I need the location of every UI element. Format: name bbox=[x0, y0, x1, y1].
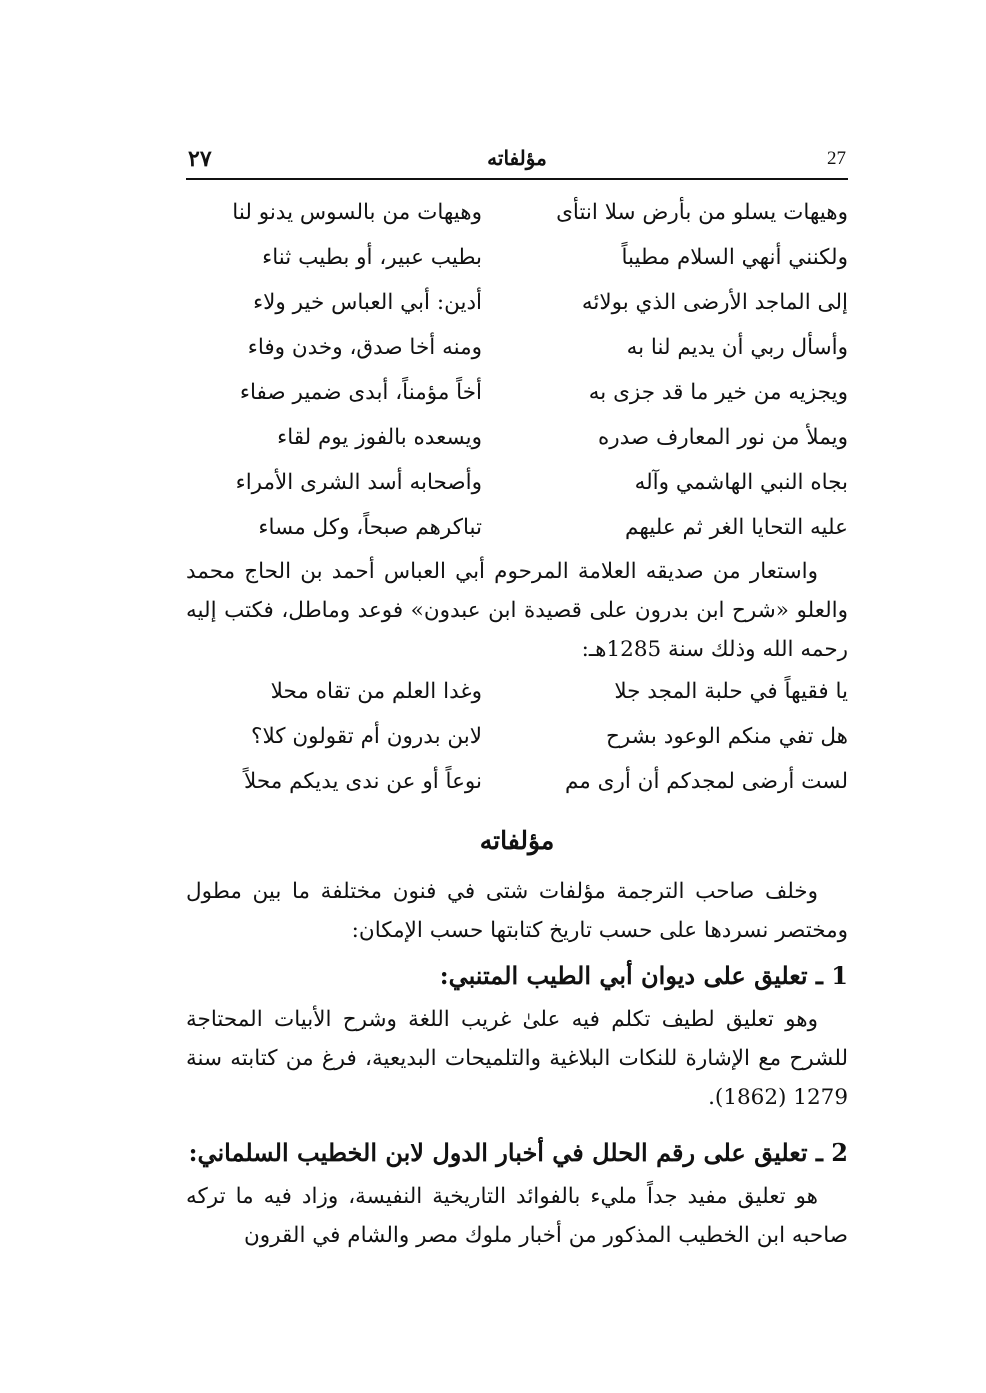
section-title: مؤلفاته bbox=[479, 826, 555, 855]
verse-line bbox=[186, 280, 848, 325]
verse-line bbox=[186, 370, 848, 415]
intro-text: واستعار من صديقه العلامة المرحوم أبي العباس أحمد بن الحاج محمد والعلو «شرح ابن بدرون على قصيدة ابن عبدون» فوعد وماطل، فكتب إليه رحمه الله وذلك سنة 1285هـ: bbox=[186, 559, 848, 662]
first-hemistich: بجاه النبي الهاشمي وآله bbox=[634, 470, 848, 495]
item1-title: 1 ـ تعليق على ديوان أبي الطيب المتنبي: bbox=[439, 961, 848, 990]
verse-line bbox=[186, 669, 848, 714]
second-hemistich: وهيهات من بالسوس يدنو لنا bbox=[232, 200, 482, 225]
second-hemistich: لابن بدرون أم تقولون كلا؟ bbox=[251, 724, 482, 749]
first-hemistich: لست أرضى لمجدكم أن أرى مم bbox=[564, 769, 848, 794]
verse-line bbox=[186, 235, 848, 280]
first-hemistich: ويجزيه من خير ما قد جزى به bbox=[588, 380, 848, 405]
first-hemistich: هل تفي منكم الوعود بشرح bbox=[606, 724, 848, 749]
item1-paragraph bbox=[186, 1000, 848, 1117]
page-number-arabic: ٢٧ bbox=[188, 146, 212, 172]
item2-text: هو تعليق مفيد جداً مليء بالفوائد التاريخية النفيسة، وزاد فيه ما تركه صاحبه ابن الخطيب المذكور من أخبار ملوك مصر والشام في القرون bbox=[186, 1184, 848, 1248]
second-hemistich: نوعاً أو عن ندى يديكم محلاً bbox=[244, 769, 482, 794]
page-number-latin: 27 bbox=[827, 148, 846, 169]
second-hemistich: وغدا العلم من تقاه محلا bbox=[270, 679, 482, 704]
second-hemistich: أدين: أبي العباس خير ولاء bbox=[253, 290, 482, 315]
verse-line bbox=[186, 190, 848, 235]
item1-text: وهو تعليق لطيف تكلم فيه علىٰ غريب اللغة وشرح الأبيات المحتاجة للشرح مع الإشارة للنكات البلاغية والتلميحات البديعية، فرغ من كتابته سنة 1279 (1862). bbox=[186, 1007, 848, 1110]
poem-a bbox=[186, 190, 848, 550]
verse-line bbox=[186, 325, 848, 370]
second-hemistich: ويسعده بالفوز يوم لقاء bbox=[277, 425, 482, 450]
first-hemistich: يا فقيهاً في حلبة المجد جلا bbox=[614, 679, 848, 704]
item2-title: 2 ـ تعليق على رقم الحلل في أخبار الدول لابن الخطيب السلماني: bbox=[188, 1138, 848, 1167]
second-hemistich: وأصحابه أسد الشرى الأمراء bbox=[235, 470, 482, 495]
second-hemistich: ومنه أخا صدق، وخدن وفاء bbox=[247, 335, 482, 360]
poem-b bbox=[186, 669, 848, 804]
first-hemistich: عليه التحايا الغر ثم عليهم bbox=[625, 515, 848, 540]
first-hemistich: وهيهات يسلو من بأرض سلا انتأى bbox=[556, 200, 848, 225]
intro-paragraph bbox=[186, 552, 848, 669]
running-title: مؤلفاته bbox=[487, 146, 547, 170]
item2-paragraph bbox=[186, 1177, 848, 1255]
second-hemistich: تباكرهم صبحاً، وكل مساء bbox=[258, 515, 482, 540]
section-intro-text: وخلف صاحب الترجمة مؤلفات شتى في فنون مختلفة ما بين مطول ومختصر نسردها على حسب تاريخ كتابتها حسب الإمكان: bbox=[186, 879, 848, 943]
running-header bbox=[186, 138, 848, 180]
verse-line bbox=[186, 714, 848, 759]
section-intro bbox=[186, 872, 848, 950]
first-hemistich: ويملأ من نور المعارف صدره bbox=[597, 425, 848, 450]
first-hemistich: وأسأل ربي أن يديم لنا به bbox=[626, 335, 848, 360]
page-body bbox=[186, 190, 848, 1255]
second-hemistich: بطيب عبير، أو بطيب ثناء bbox=[262, 245, 482, 270]
first-hemistich: ولكنني أنهي السلام مطيباً bbox=[621, 245, 848, 270]
verse-line bbox=[186, 460, 848, 505]
first-hemistich: إلى الماجد الأرضى الذي بولائه bbox=[581, 290, 848, 315]
verse-line bbox=[186, 505, 848, 550]
verse-line bbox=[186, 759, 848, 804]
second-hemistich: أخاً مؤمناً، أبدى ضمير صفاء bbox=[239, 380, 482, 405]
verse-line bbox=[186, 415, 848, 460]
